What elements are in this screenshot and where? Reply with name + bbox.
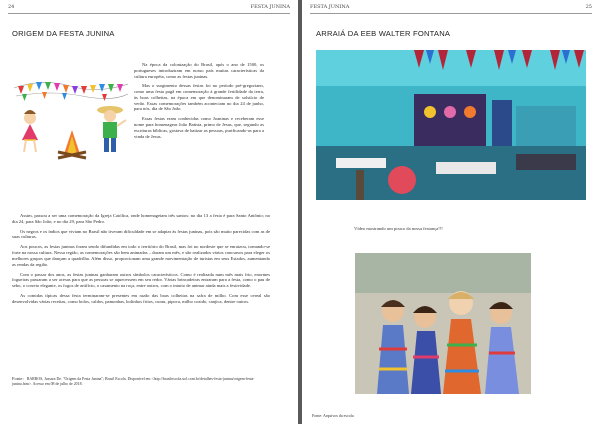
right-page bbox=[302, 0, 600, 424]
festa-junina-illustration bbox=[12, 74, 130, 166]
page-title: ORIGEM DA FESTA JUNINA bbox=[12, 29, 115, 38]
paragraph: Essas festas eram conhecidas como Joaninas e receberam esse nome para homenagear João Batista, primo de Jesus, que, segundo as escrituras bíblicas, gostava de batizar as pessoas, purificando-as para a vinda de Jesus. bbox=[134, 116, 264, 139]
school-party-video-frame[interactable] bbox=[316, 50, 586, 200]
left-page-header bbox=[8, 4, 290, 14]
source-label: Fonte: bbox=[12, 376, 24, 381]
paragraph: Mas o surgimento dessas festas foi no período pré-gregoriano, como uma festa pagã em comemoração à grande fertilidade da terra, às boas colheitas, na época em que denominaram de solstício de verão. Essas comemorações também aconteciam no dia 24 de junho, para nós, dia de São João. bbox=[134, 83, 264, 112]
photo-source: Fonte: Arquivos da escola bbox=[312, 413, 354, 418]
paragraph: As comidas típicas dessa festa terminaram-se presentes em razão das boas colheitas na safra de milho. Com esse cereal são desenvolvidas várias receitas, como bolos, caldos, pamonhas, bolinhos fritos, curau, pipoca, milho cozido, canjica, dentre outros. bbox=[12, 293, 270, 304]
paragraph: Na época da colonização do Brasil, após o ano de 1500, os portugueses introduziram em nosso país muitas características da cultura européia, como as festas juninas. bbox=[134, 62, 264, 79]
video-caption: Vídeo mostrando um pouco da nossa festança!!! bbox=[354, 226, 443, 231]
body-text bbox=[12, 213, 270, 309]
paragraph: Assim, passou a ser uma comemoração da Igreja Católica, onde homenageiam três santos: no dia 13 a festa é para Santo Antônio; no dia 24, para São João; e no dia 29, para São Pedro. bbox=[12, 213, 270, 224]
running-header: FESTA JUNINA bbox=[310, 4, 350, 10]
page-number: 24 bbox=[8, 4, 15, 10]
paragraph: Os negros e os índios que viviam no Brasil não tiveram dificuldade em se adaptar às festas juninas, pois são muito parecidas com as de suas culturas. bbox=[12, 228, 270, 240]
source-text: BARROS, Jussara De. "Origem da Festa Junina"; Brasil Escola. Disponível em <http://brasilescola.uol.com.br/detalhes-festa-junina/origem-festa-junina.htm>. Acesso em 08 de julho de 2018. bbox=[12, 377, 255, 387]
page-number: 25 bbox=[585, 4, 592, 10]
paragraph: Com o passar dos anos, as festas juninas ganharam outros símbolos característicos. Como é realizada num mês mais frio, enormes fogueiras passaram a ser acesas para que as pessoas se aquecessem em seu redor. Várias brincadeiras entraram para a festa, como o pau de sebo, o correio elegante, os fogos de artifício, o casamento na roça, entre outros, com o intuito de animar ainda mais a festividade. bbox=[12, 271, 270, 289]
intro-column bbox=[134, 62, 264, 144]
children-costumes-photo bbox=[355, 253, 531, 394]
running-header: FESTA JUNINA bbox=[250, 4, 290, 10]
page-title: ARRAIÁ DA EEB WALTER FONTANA bbox=[316, 29, 451, 38]
left-page bbox=[0, 0, 298, 424]
right-page-header bbox=[310, 4, 592, 14]
paragraph: Aos poucos, as festas juninas foram sendo difundidas em todo o território do Brasil, mas foi no nordeste que se enraizou, tornando-se forte na nossa cultura. Nessa região, as comemorações são bem animadas – duram um mês, e são realizados vários concursos para eleger os melhores grupos que dançam a quadrilha. Além disso, proporcionam uma grande movimentação de turistas em seus Estados, aumentando as rendas da região. bbox=[12, 244, 270, 267]
source-citation bbox=[12, 376, 262, 387]
